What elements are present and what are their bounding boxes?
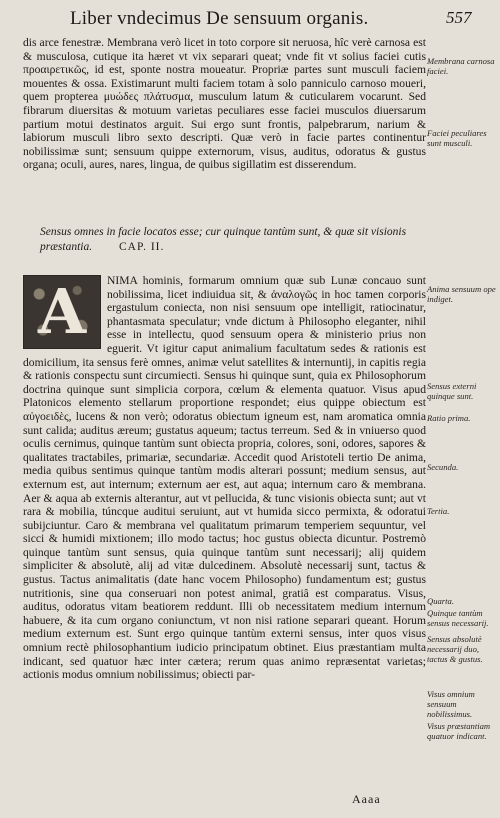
margin-note: Sensus externi quinque sunt.: [427, 381, 477, 401]
text-block-chapter: [23, 274, 426, 682]
chapter-number: CAP. II.: [118, 241, 165, 253]
margin-note: Quinque tantùm sensus necessarij.: [427, 608, 489, 628]
margin-note: Anima sensuum ope indiget.: [427, 284, 496, 304]
margin-note: Visus præstantiam quatuor indicant.: [427, 721, 491, 741]
running-title: Liber vndecimus De sensuum organis.: [70, 8, 369, 29]
catchword: Aaaa: [352, 792, 381, 806]
margin-note: Ratio prima.: [427, 413, 471, 423]
chapter-heading: [40, 225, 420, 255]
chapter-heading-text: Sensus omnes in facie locatos esse; cur quinque tantùm sunt, & quæ sit visionis præstantia.: [40, 226, 407, 253]
decorated-initial: [23, 275, 101, 349]
paragraph-chapter: NIMA hominis, formarum omnium quæ sub Lunæ concauo sunt nobilissima, licet indiuidua sit, & ἀναλογῶς in hoc tamen corporis ergastulum coniecta, non nisi sensuum ope intelligit, ratiocinatur, phantasmata speculatur; vnde dictum à Philosopho eleganter, nihil esse in intellectu, quod sensuum opera & ministerio prius non eguerit. Vt igitur caput animalium facultatum sedes & rationis est domicilium, ita sensus ferè omnes, animæ velut satellites & internuntij, in capitis regia & rationis conspectu sunt circumiecti. Sensus hi quinque sunt, quia ex Philosophorum doctrina quinque sunt simplicia corpora, cœlum & elementa quatuor. Visus apud Platonicos elemento stellarum proportione respondet; eius quippe obiectum est αὐγοειδὲς, lucens & non verò; odoratus obiectum igneum est, nam aromatica omnia sunt calida; auditus æreum; gustatus aqueum; tactus terreum. Sed & in vniuerso quod oculis cernimus, quinque tantùm sunt obiecta propria, colores, soni, odores, sapores & qualitates tractabiles, primariæ, secundariæ. Accedit quod Aristoteli tertio De anima, media quibus sentimus quinque tantùm modis alterari possunt; medium sensus, aut externum est, aut internum; externum aer est, aut aqua; internum caro & membrana. Aer & aqua ab externis alterantur, aut vt pellucida, & tunc visionis obiecta sunt; aut vt rara & mobilia, túncque auditui seruiunt, aut vt humida sicco permixta, & odoratui subijciuntur. Caro & membrana vel qualitatum primarum temperiem sequuntur, vel sicci & humidi mixtionem; illo modo tactus; hoc gustus obiecta dicuntur. Postremò quinque tantùm sunt sensus, quia quinque tantùm sunt necessarij; alij quidem simpliciter & absolutè, alij ad vitæ dulcedinem. Absolutè necessarij sunt, tactus & gustus. Tactus animalitatis (date hanc vocem Philosopho) fundamentum est; gustus nutritionis, sine qua conseruari non potest animal, gratiâ est comparatus. Visus, auditus, odoratus vitam beatiorem reddunt. Illi ob necessitatem medium internum habuere, & ita cum organo coniunctum, vt non nisi ratione separari queant. Horum medium externum est. Sunt ergo quinque tantùm externi sensus, inter quos visus omnium rectè philosophantium iudicio principatum obtinet. Eius præstantiam multa indicant, sed quatuor hæc inter cætera; rerum quas animo repræsentat varietas; actionis modus omnium nobilissimus; obiecti par-: [23, 274, 426, 682]
text-block-continuation: [23, 36, 426, 172]
margin-note: Visus omnium sensuum nobilissimus.: [427, 689, 475, 719]
initial-letter: A: [37, 275, 87, 348]
paragraph-continuation: dis arce fenestræ. Membrana verò licet in toto corpore sit neruosa, hîc verè carnosa est & musculosa, cutique ita hæret vt vix separari queat; vnde fit vt solius faciei cutis προαιρετικῶς, id est, sponte nostra moueatur. Propriæ partes sunt musculi faciem mouentes & ossa. Existimarunt multi faciem totam à solo panniculo carnoso moueri, quem propterea μυώδες πλάτυσμα, musculum latum & cuticularem vocarunt. Sed fibrarum diuersitas & motuum varietas peculiares esse faciei musculos diuersarum partium motui destinatos arguit. Sui ergo sunt frontis, palpebrarum, narium & labiorum musculi libro sexto descripti. Quæ verò in facie partes continentur nobilissimæ sunt; sensuum quippe externorum, visus, auditus, odoratus & gustus organa; oculi, aures, nares, lingua, de quibus sigillatim est disserendum.: [23, 36, 426, 172]
running-header: [0, 0, 500, 40]
margin-note: Faciei peculiares sunt musculi.: [427, 128, 487, 148]
margin-note: Tertia.: [427, 506, 450, 516]
margin-note: Membrana carnosa faciei.: [427, 56, 495, 76]
page-number: 557: [446, 8, 472, 27]
margin-note: Secunda.: [427, 462, 459, 472]
margin-note: Quarta.: [427, 596, 454, 606]
margin-note: Sensus absolutè necessarij duo, tactus & gustus.: [427, 634, 483, 664]
